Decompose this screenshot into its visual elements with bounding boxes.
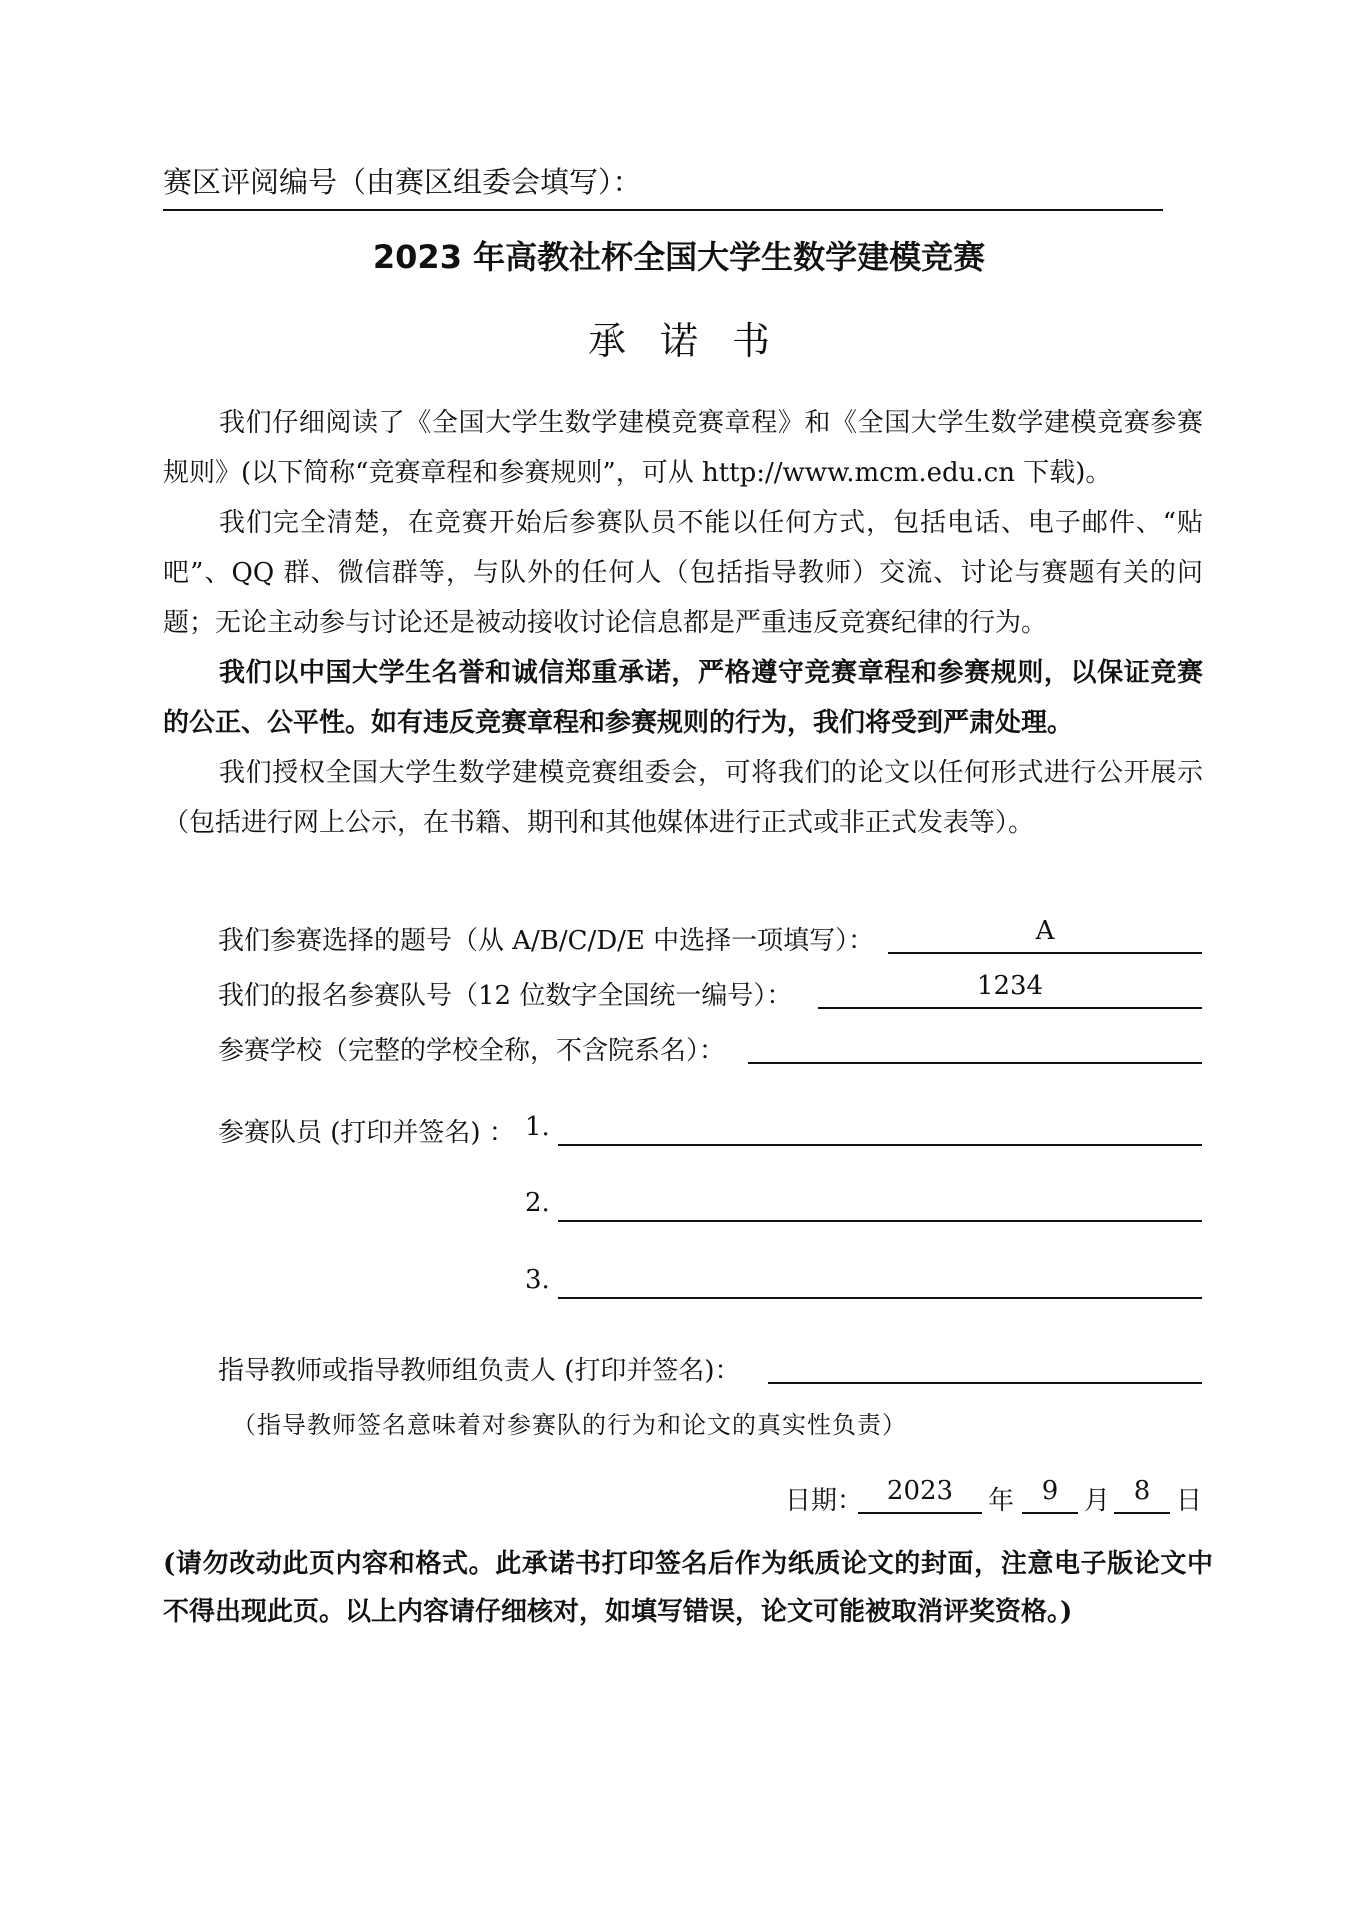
date-year-unit: 年 <box>988 1486 1015 1516</box>
member-1-field[interactable] <box>558 1104 1202 1146</box>
member-3-field[interactable] <box>558 1257 1202 1299</box>
date-month-unit: 月 <box>1084 1486 1111 1516</box>
school-field[interactable] <box>748 1022 1202 1064</box>
paragraph-no-communication: 我们完全清楚，在竞赛开始后参赛队员不能以任何方式，包括电话、电子邮件、“贴吧”、QQ 群、微信群等，与队外的任何人（包括指导教师）交流、讨论与赛题有关的问题；无论主动参与讨论还是被动接收讨论信息都是严重违反竞赛纪律的行为。 <box>163 508 1203 638</box>
date-day-unit: 日 <box>1176 1486 1203 1516</box>
member-index: 2. <box>525 1188 550 1218</box>
member-index: 1. <box>525 1112 550 1142</box>
member-index: 3. <box>525 1265 550 1295</box>
warning-note: (请勿改动此页内容和格式。此承诺书打印签名后作为纸质论文的封面，注意电子版论文中不得出现此页。以上内容请仔细核对，如填写错误，论文可能被取消评奖资格。) <box>163 1549 1213 1627</box>
advisor-label: 指导教师或指导教师组负责人 (打印并签名)： <box>218 1356 741 1386</box>
members-label: 参赛队员 (打印并签名) ： <box>218 1118 515 1148</box>
team-number-field[interactable]: 1234 <box>818 967 1202 1009</box>
problem-number-label: 我们参赛选择的题号（从 A/B/C/D/E 中选择一项填写）： <box>218 926 875 956</box>
member-2-field[interactable] <box>558 1180 1202 1222</box>
document-subtitle: 承诺书 <box>587 319 804 363</box>
advisor-field[interactable] <box>768 1342 1202 1384</box>
date-year-field[interactable]: 2023 <box>858 1472 982 1514</box>
problem-number-field[interactable]: A <box>888 912 1202 954</box>
paragraph-rules: 我们仔细阅读了《全国大学生数学建模竞赛章程》和《全国大学生数学建模竞赛参赛规则》(以下简称“竞赛章程和参赛规则”，可从 http://www.mcm.edu.cn 下载)。 <box>163 408 1203 488</box>
paragraph-authorization: 我们授权全国大学生数学建模竞赛组委会，可将我们的论文以任何形式进行公开展示（包括进行网上公示，在书籍、期刊和其他媒体进行正式或非正式发表等）。 <box>163 758 1203 838</box>
review-number-label: 赛区评阅编号（由赛区组委会填写）： <box>163 165 642 199</box>
date-day-field[interactable]: 8 <box>1114 1472 1170 1514</box>
header-rule <box>163 209 1163 211</box>
document-title: 2023 年高教社杯全国大学生数学建模竞赛 <box>372 238 986 276</box>
paragraph-pledge: 我们以中国大学生名誉和诚信郑重承诺，严格遵守竞赛章程和参赛规则，以保证竞赛的公正、公平性。如有违反竞赛章程和参赛规则的行为，我们将受到严肃处理。 <box>163 658 1203 738</box>
team-number-label: 我们的报名参赛队号（12 位数字全国统一编号）： <box>218 981 793 1011</box>
date-month-field[interactable]: 9 <box>1022 1472 1078 1514</box>
advisor-note: （指导教师签名意味着对参赛队的行为和论文的真实性负责） <box>232 1411 907 1439</box>
school-label: 参赛学校（完整的学校全称，不含院系名）： <box>218 1036 726 1066</box>
date-label: 日期： <box>785 1486 864 1516</box>
